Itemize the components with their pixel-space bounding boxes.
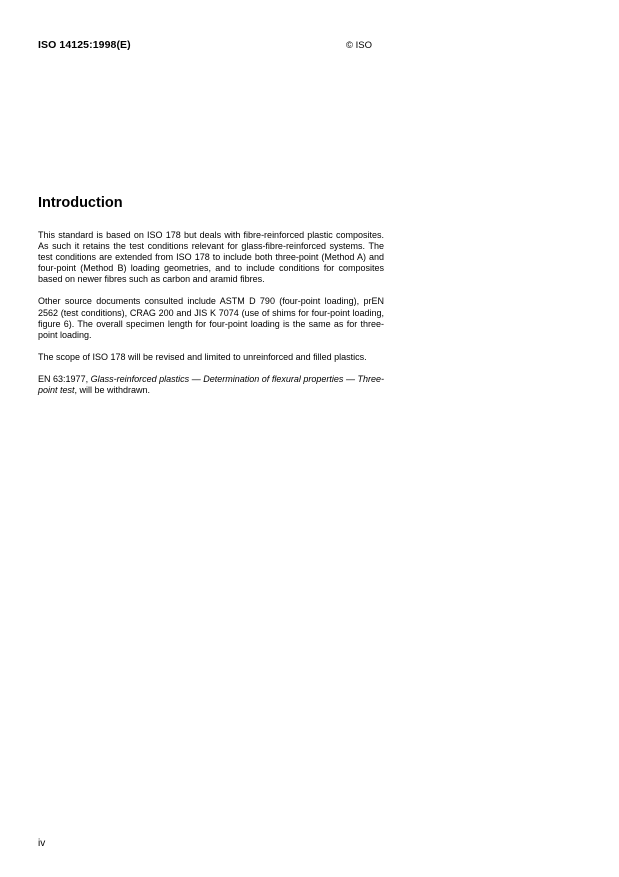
withdrawal-suffix: , will be withdrawn. [74, 385, 151, 396]
section-title: Introduction [38, 195, 123, 211]
paragraph-3: The scope of ISO 178 will be revised and limited to unreinforced and filled plastics. [38, 351, 367, 362]
paragraph-1: This standard is based on ISO 178 but deals with fibre-reinforced plastic composites. As such it retains the test conditions relevant for glass-fibre-reinforced systems. The test conditions are extended from ISO 178 to include both three-point (Method A) and four-point (Method B) loading geometries, and to include conditions for composites based on newer fibres such as carbon and aramid fibres. [38, 230, 384, 285]
copyright-notice: © ISO [346, 40, 373, 51]
withdrawal-prefix: EN 63:1977, [38, 373, 91, 384]
paragraph-2: Other source documents consulted include ASTM D 790 (four-point loading), prEN 2562 (test conditions), CRAG 200 and JIS K 7074 (use of shims for four-point loading, figure 6). The overall specimen length for four-point loading is the same as for three-point loading. [38, 296, 384, 340]
page-number: iv [38, 838, 46, 849]
paragraph-4 [38, 374, 384, 396]
introduction-body [38, 230, 384, 407]
standard-number: ISO 14125:1998(E) [38, 39, 131, 51]
withdrawn-standard-title: Glass-reinforced plastics — Determination of flexural properties — Three-point test [38, 373, 384, 396]
